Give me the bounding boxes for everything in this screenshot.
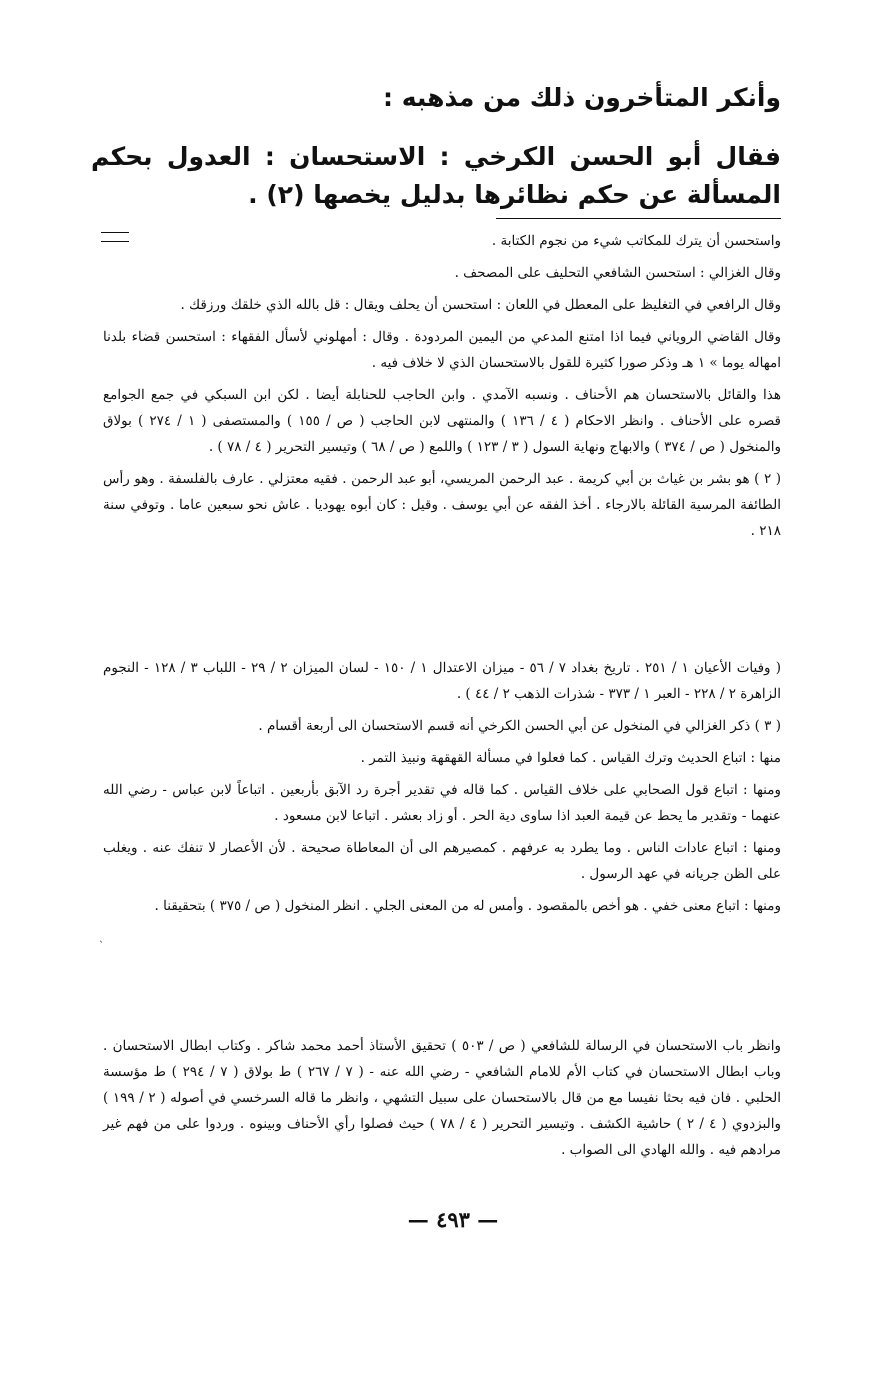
footnotes-block-3 — [103, 1033, 781, 1169]
footnote-paragraph: ومنها : اتباع معنى خفي . هو أخص بالمقصود . وأمس له من المعنى الجلي . انظر المنخول ( ص / ٣٧٥ ) بتحقيقنا . — [154, 898, 781, 914]
footnote-paragraph: واستحسن أن يترك للمكاتب شيء من نجوم الكتابة . — [491, 233, 781, 249]
stray-mark: ˎ — [99, 932, 104, 943]
footnote-paragraph: هذا والقائل بالاستحسان هم الأحناف . ونسبه الآمدي . وابن الحاجب للحنابلة أيضا . لكن ابن السبكي في جمع الجوامع قصره على الأحناف . وانظر الاحكام ( ٤ / ١٣٦ ) والمنتهى لابن الحاجب ( ص / ١٥٥ ) والمستصفى ( ١ / ٢٧٤ ) بولاق والمنخول ( ص / ٣٧٤ ) والابهاج ونهاية السول ( ٣ / ١٢٣ ) واللمع ( ص / ٦٨ ) وتيسير التحرير ( ٤ / ٧٨ ) . — [103, 387, 781, 455]
footnote-paragraph: وانظر باب الاستحسان في الرسالة للشافعي ( ص / ٥٠٣ ) تحقيق الأستاذ أحمد محمد شاكر . وكتاب ابطال الاستحسان . وباب ابطال الاستحسان في كتاب الأم للامام الشافعي - رضي الله عنه - ( ٧ / ٢٦٧ ) ط بولاق ( ٧ / ٢٩٤ ) ط مؤسسة الحلبي . فان فيه بحثا نفيسا مع من قال بالاستحسان على سبيل التشهي ، وانظر ما قاله السرخسي في أصوله ( ٢ / ١٩٩ ) والبزدوي ( ٤ / ٢ ) حاشية الكشف . وتيسير التحرير ( ٤ / ٧٨ ) حيث فصلوا رأي الأحناف وبينوه . وردوا على من فهم غير مرادهم فيه . والله الهادي الى الصواب . — [103, 1038, 782, 1158]
footnote-paragraph: وقال الغزالي : استحسن الشافعي التحليف على المصحف . — [454, 265, 781, 281]
main-text-line-1: وأنكر المتأخرون ذلك من مذهبه : — [383, 83, 781, 112]
footnote-paragraph: ( ٢ ) هو بشر بن غياث بن أبي كريمة . عبد الرحمن المريسي، أبو عبد الرحمن . فقيه معتزلي . عارف بالفلسفة . وهو رأس الطائفة المرسية القائلة بالارجاء . أخذ الفقه عن أبي يوسف . وقيل : كان أبوه يهوديا . عاش نحو سبعين عاما . وتوفي سنة ٢١٨ . — [103, 471, 781, 539]
footnote-paragraph: وقال القاضي الروياني فيما اذا امتنع المدعي من اليمين المردودة . وقال : أمهلوني لأسأل الفقهاء : استحسن قضاء بلدنا امهاله يوما » ١ هـ وذكر صورا كثيرة للقول بالاستحسان الذي لا خلاف فيه . — [103, 329, 781, 371]
footnote-paragraph: ( وفيات الأعيان ١ / ٢٥١ . تاريخ بغداد ٧ / ٥٦ - ميزان الاعتدال ١ / ١٥٠ - لسان الميزان ٢ / ٢٩ - اللباب ٣ / ١٢٨ - النجوم الزاهرة ٢ / ٢٢٨ - العبر ١ / ٣٧٣ - شذرات الذهب ٢ / ٤٤ ) . — [103, 660, 781, 702]
footnote-paragraph: ومنها : اتباع قول الصحابي على خلاف القياس . كما قاله في تقدير أجرة رد الآبق بأربعين . اتباعاً لابن عباس - رضي الله عنهما - وتقدير ما يحط عن قيمة العبد اذا ساوى دية الحر . أو زاد بعشر . اتباعا لابن مسعود . — [103, 782, 781, 824]
footnote-paragraph: منها : اتباع الحديث وترك القياس . كما فعلوا في مسألة القهقهة ونبيذ التمر . — [360, 750, 781, 766]
footnote-paragraph: وقال الرافعي في التغليظ على المعطل في اللعان : استحسن أن يحلف ويقال : قل بالله الذي خلقك ورزقك . — [180, 297, 781, 313]
footnote-paragraph: ( ٣ ) ذكر الغزالي في المنخول عن أبي الحسن الكرخي أنه قسم الاستحسان الى أربعة أقسام . — [258, 718, 781, 734]
main-text-line-2: فقال أبو الحسن الكرخي : الاستحسان : العدول بحكم المسألة عن حكم نظائرها بدليل يخصها (٢) . — [91, 142, 781, 209]
page-number: — ٤٩٣ — — [407, 1207, 499, 1232]
footnotes-block-1 — [103, 228, 781, 550]
footnotes-block-2 — [103, 655, 781, 925]
footnote-separator — [496, 218, 781, 219]
footnote-paragraph: ومنها : اتباع عادات الناس . وما يطرد به عرفهم . كمصيرهم الى أن المعاطاة صحيحة . لأن الأعصار لا تنفك عنه . ويغلب على الظن جريانه في عهد الرسول . — [103, 840, 781, 882]
